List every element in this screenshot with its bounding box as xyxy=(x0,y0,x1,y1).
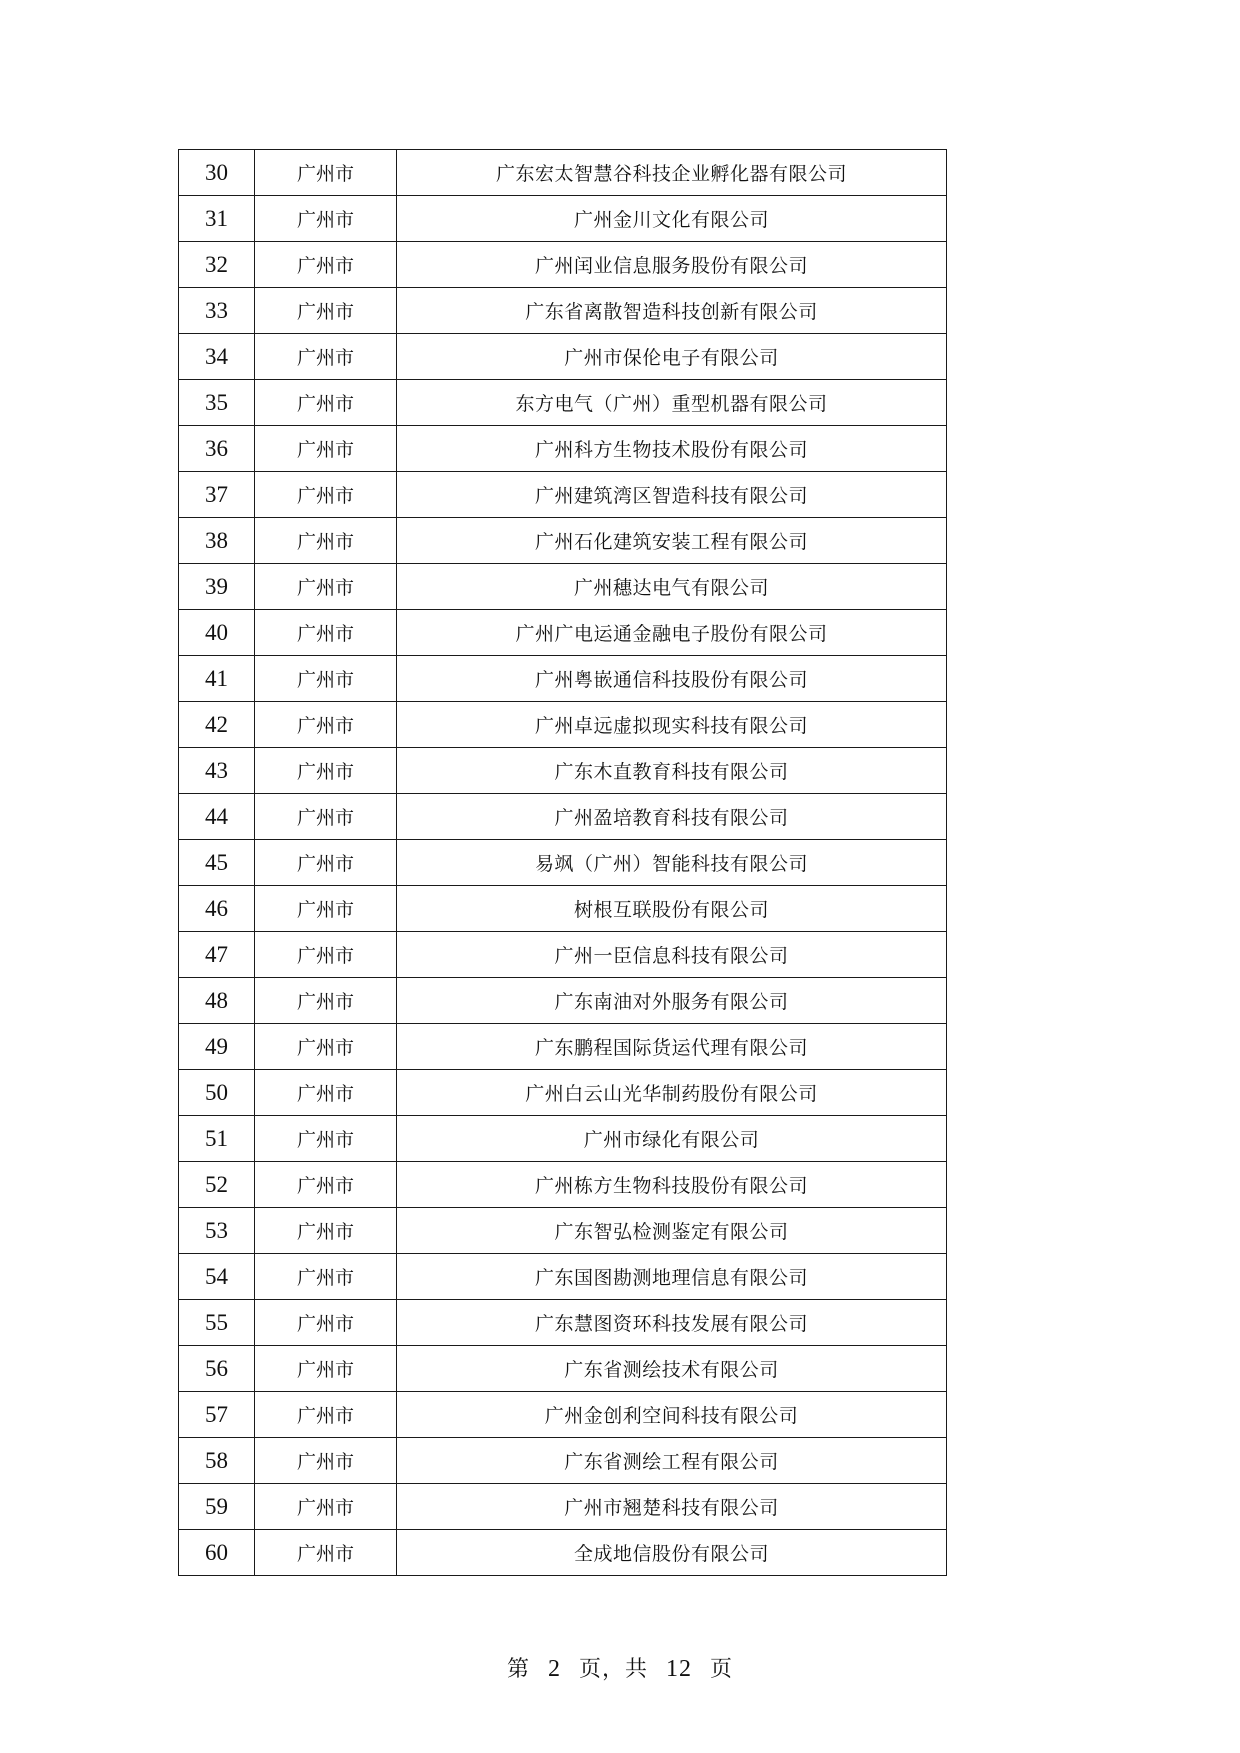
company-name-cell: 广州栋方生物科技股份有限公司 xyxy=(397,1162,947,1208)
row-number-cell: 59 xyxy=(179,1484,255,1530)
company-name-cell: 广州一臣信息科技有限公司 xyxy=(397,932,947,978)
company-name-cell: 广东南油对外服务有限公司 xyxy=(397,978,947,1024)
city-cell: 广州市 xyxy=(255,978,397,1024)
table-row xyxy=(179,840,947,886)
table-row xyxy=(179,1392,947,1438)
table-row xyxy=(179,886,947,932)
row-number-cell: 46 xyxy=(179,886,255,932)
table-row xyxy=(179,978,947,1024)
row-number-cell: 40 xyxy=(179,610,255,656)
table-row xyxy=(179,564,947,610)
company-name-cell: 易飒（广州）智能科技有限公司 xyxy=(397,840,947,886)
table-row xyxy=(179,426,947,472)
company-name-cell: 广东宏太智慧谷科技企业孵化器有限公司 xyxy=(397,150,947,196)
city-cell: 广州市 xyxy=(255,380,397,426)
footer-middle: 页，共 xyxy=(578,1657,648,1682)
footer-suffix: 页 xyxy=(710,1657,734,1682)
company-name-cell: 广州盈培教育科技有限公司 xyxy=(397,794,947,840)
footer-current-page: 2 xyxy=(547,1656,561,1682)
city-cell: 广州市 xyxy=(255,1162,397,1208)
city-cell: 广州市 xyxy=(255,1116,397,1162)
city-cell: 广州市 xyxy=(255,1392,397,1438)
city-cell: 广州市 xyxy=(255,150,397,196)
footer-prefix: 第 xyxy=(506,1657,530,1682)
city-cell: 广州市 xyxy=(255,610,397,656)
row-number-cell: 34 xyxy=(179,334,255,380)
page-footer xyxy=(0,1652,1240,1683)
table-row xyxy=(179,932,947,978)
table-row xyxy=(179,242,947,288)
row-number-cell: 48 xyxy=(179,978,255,1024)
company-name-cell: 广州闰业信息服务股份有限公司 xyxy=(397,242,947,288)
table-row xyxy=(179,1024,947,1070)
table-row xyxy=(179,196,947,242)
city-cell: 广州市 xyxy=(255,564,397,610)
table-row xyxy=(179,1530,947,1576)
company-name-cell: 广州粤嵌通信科技股份有限公司 xyxy=(397,656,947,702)
table-row xyxy=(179,1346,947,1392)
company-name-cell: 树根互联股份有限公司 xyxy=(397,886,947,932)
company-name-cell: 广州建筑湾区智造科技有限公司 xyxy=(397,472,947,518)
company-name-cell: 广东省测绘技术有限公司 xyxy=(397,1346,947,1392)
table-row xyxy=(179,1438,947,1484)
row-number-cell: 41 xyxy=(179,656,255,702)
city-cell: 广州市 xyxy=(255,748,397,794)
table-row xyxy=(179,150,947,196)
company-name-cell: 广东国图勘测地理信息有限公司 xyxy=(397,1254,947,1300)
company-name-cell: 广州市翘楚科技有限公司 xyxy=(397,1484,947,1530)
row-number-cell: 35 xyxy=(179,380,255,426)
city-cell: 广州市 xyxy=(255,1530,397,1576)
row-number-cell: 33 xyxy=(179,288,255,334)
company-name-cell: 全成地信股份有限公司 xyxy=(397,1530,947,1576)
company-name-cell: 广州白云山光华制药股份有限公司 xyxy=(397,1070,947,1116)
city-cell: 广州市 xyxy=(255,426,397,472)
city-cell: 广州市 xyxy=(255,288,397,334)
company-name-cell: 广东木直教育科技有限公司 xyxy=(397,748,947,794)
row-number-cell: 49 xyxy=(179,1024,255,1070)
city-cell: 广州市 xyxy=(255,518,397,564)
row-number-cell: 30 xyxy=(179,150,255,196)
company-name-cell: 广州市绿化有限公司 xyxy=(397,1116,947,1162)
table-row xyxy=(179,380,947,426)
table-row xyxy=(179,518,947,564)
company-name-cell: 广州广电运通金融电子股份有限公司 xyxy=(397,610,947,656)
city-cell: 广州市 xyxy=(255,1070,397,1116)
row-number-cell: 36 xyxy=(179,426,255,472)
company-name-cell: 广州科方生物技术股份有限公司 xyxy=(397,426,947,472)
table-row xyxy=(179,748,947,794)
row-number-cell: 39 xyxy=(179,564,255,610)
row-number-cell: 55 xyxy=(179,1300,255,1346)
row-number-cell: 56 xyxy=(179,1346,255,1392)
table-row xyxy=(179,1484,947,1530)
company-name-cell: 广州金创利空间科技有限公司 xyxy=(397,1392,947,1438)
company-list-table xyxy=(178,149,947,1576)
city-cell: 广州市 xyxy=(255,1484,397,1530)
row-number-cell: 54 xyxy=(179,1254,255,1300)
city-cell: 广州市 xyxy=(255,242,397,288)
city-cell: 广州市 xyxy=(255,1024,397,1070)
city-cell: 广州市 xyxy=(255,1346,397,1392)
row-number-cell: 50 xyxy=(179,1070,255,1116)
row-number-cell: 42 xyxy=(179,702,255,748)
company-name-cell: 广州卓远虚拟现实科技有限公司 xyxy=(397,702,947,748)
row-number-cell: 47 xyxy=(179,932,255,978)
city-cell: 广州市 xyxy=(255,840,397,886)
row-number-cell: 31 xyxy=(179,196,255,242)
row-number-cell: 44 xyxy=(179,794,255,840)
city-cell: 广州市 xyxy=(255,886,397,932)
company-name-cell: 广东智弘检测鉴定有限公司 xyxy=(397,1208,947,1254)
city-cell: 广州市 xyxy=(255,1208,397,1254)
city-cell: 广州市 xyxy=(255,1438,397,1484)
table-row xyxy=(179,1254,947,1300)
table-row xyxy=(179,610,947,656)
city-cell: 广州市 xyxy=(255,702,397,748)
table-row xyxy=(179,288,947,334)
company-name-cell: 广州市保伦电子有限公司 xyxy=(397,334,947,380)
table-row xyxy=(179,472,947,518)
row-number-cell: 60 xyxy=(179,1530,255,1576)
row-number-cell: 43 xyxy=(179,748,255,794)
company-name-cell: 广州石化建筑安装工程有限公司 xyxy=(397,518,947,564)
table-row xyxy=(179,1162,947,1208)
table-row xyxy=(179,1208,947,1254)
table-row xyxy=(179,656,947,702)
company-name-cell: 东方电气（广州）重型机器有限公司 xyxy=(397,380,947,426)
company-name-cell: 广东鹏程国际货运代理有限公司 xyxy=(397,1024,947,1070)
row-number-cell: 52 xyxy=(179,1162,255,1208)
table-row xyxy=(179,1116,947,1162)
table-row xyxy=(179,794,947,840)
row-number-cell: 58 xyxy=(179,1438,255,1484)
company-name-cell: 广州穗达电气有限公司 xyxy=(397,564,947,610)
city-cell: 广州市 xyxy=(255,334,397,380)
city-cell: 广州市 xyxy=(255,196,397,242)
row-number-cell: 51 xyxy=(179,1116,255,1162)
table-row xyxy=(179,1300,947,1346)
row-number-cell: 53 xyxy=(179,1208,255,1254)
company-name-cell: 广东慧图资环科技发展有限公司 xyxy=(397,1300,947,1346)
city-cell: 广州市 xyxy=(255,656,397,702)
city-cell: 广州市 xyxy=(255,794,397,840)
company-name-cell: 广东省离散智造科技创新有限公司 xyxy=(397,288,947,334)
table-row xyxy=(179,702,947,748)
city-cell: 广州市 xyxy=(255,1254,397,1300)
row-number-cell: 38 xyxy=(179,518,255,564)
company-name-cell: 广州金川文化有限公司 xyxy=(397,196,947,242)
city-cell: 广州市 xyxy=(255,932,397,978)
city-cell: 广州市 xyxy=(255,1300,397,1346)
row-number-cell: 32 xyxy=(179,242,255,288)
row-number-cell: 37 xyxy=(179,472,255,518)
table-row xyxy=(179,334,947,380)
row-number-cell: 57 xyxy=(179,1392,255,1438)
company-name-cell: 广东省测绘工程有限公司 xyxy=(397,1438,947,1484)
table-body xyxy=(179,150,947,1576)
table-row xyxy=(179,1070,947,1116)
row-number-cell: 45 xyxy=(179,840,255,886)
footer-total-pages: 12 xyxy=(666,1656,692,1682)
city-cell: 广州市 xyxy=(255,472,397,518)
